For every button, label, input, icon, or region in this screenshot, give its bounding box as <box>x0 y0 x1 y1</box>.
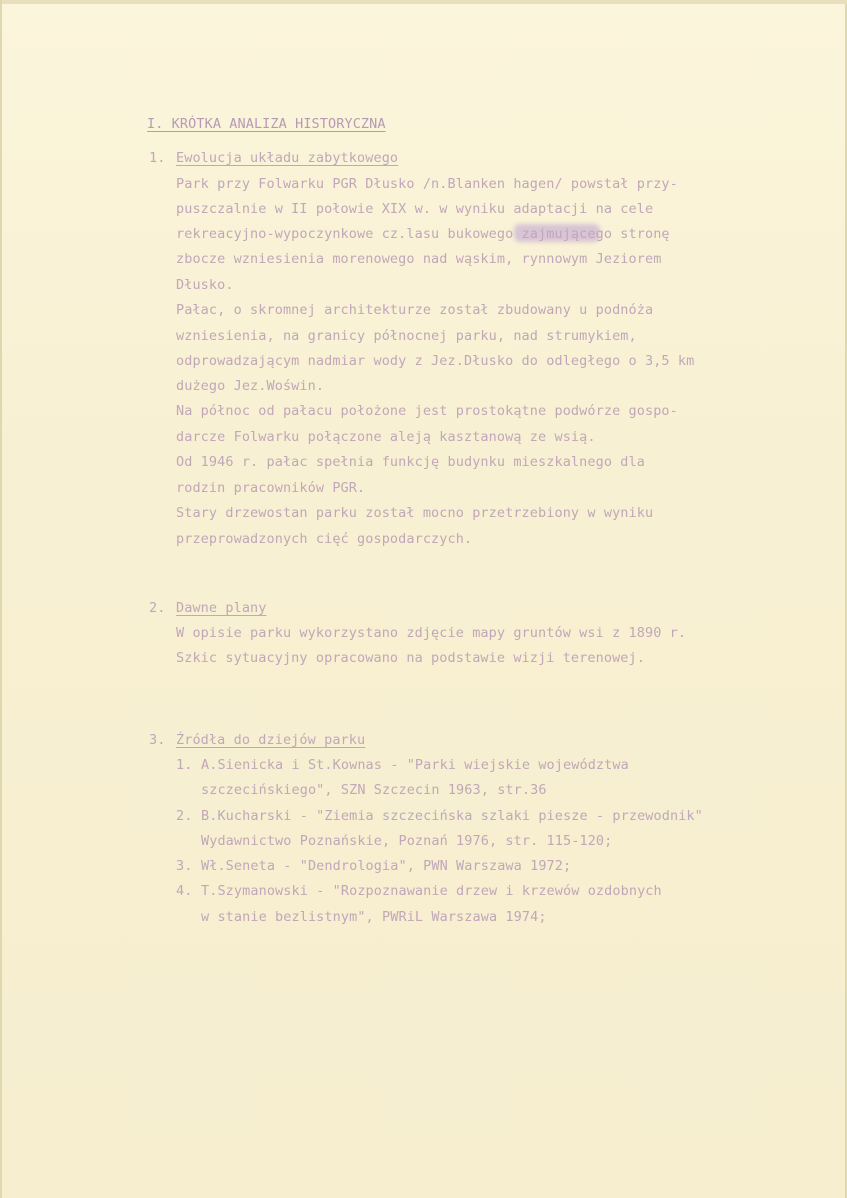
section-2-title: Dawne plany <box>176 600 267 616</box>
source-line: Wł.Seneta - "Dendrologia", PWN Warszawa 1972; <box>201 858 572 874</box>
section-1-line: darcze Folwarku połączone aleją kasztanową ze wsią. <box>176 429 596 445</box>
section-1-line: rekreacyjno-wypoczynkowe cz.lasu bukowego zajmującego stronę <box>176 226 670 242</box>
section-2-line: W opisie parku wykorzystano zdjęcie mapy gruntów wsi z 1890 r. <box>176 625 687 641</box>
section-2-line: Szkic sytuacyjny opracowano na podstawie wizji terenowej. <box>176 650 645 666</box>
section-1-title: Ewolucja układu zabytkowego <box>176 150 399 166</box>
source-line: B.Kucharski - "Ziemia szczecińska szlaki piesze - przewodnik" <box>201 808 703 824</box>
section-3-number: 3. <box>149 732 166 748</box>
section-1-line: Od 1946 r. pałac spełnia funkcję budynku mieszkalnego dla <box>176 454 645 470</box>
section-1-line: puszczalnie w II połowie XIX w. w wyniku adaptacji na cele <box>176 201 654 217</box>
paper-edge <box>2 0 847 4</box>
section-3-title: Źródła do dziejów parku <box>176 732 366 748</box>
section-1-line: Pałac, o skromnej architekturze został zbudowany u podnóża <box>176 302 654 318</box>
document-heading: I. KRÓTKA ANALIZA HISTORYCZNA <box>147 116 386 132</box>
section-1-line: dużego Jez.Woświn. <box>176 378 325 394</box>
source-line: szczecińskiego", SZN Szczecin 1963, str.36 <box>201 782 547 798</box>
source-number: 2. <box>176 808 193 824</box>
section-1-line: Stary drzewostan parku został mocno przetrzebiony w wyniku <box>176 505 654 521</box>
source-number: 4. <box>176 883 193 899</box>
section-1-number: 1. <box>149 150 166 166</box>
section-1-line: rodzin pracowników PGR. <box>176 480 366 496</box>
section-1-line: Dłusko. <box>176 277 234 293</box>
source-line: A.Sienicka i St.Kownas - "Parki wiejskie województwa <box>201 757 629 773</box>
section-1-line: zbocze wzniesienia morenowego nad wąskim, rynnowym Jeziorem <box>176 251 662 267</box>
section-1-line: przeprowadzonych cięć gospodarczych. <box>176 531 473 547</box>
source-line: w stanie bezlistnym", PWRiL Warszawa 1974; <box>201 909 547 925</box>
section-1-line: odprowadzającym nadmiar wody z Jez.Dłusko do odległego o 3,5 km <box>176 353 695 369</box>
section-2-number: 2. <box>149 600 166 616</box>
source-number: 1. <box>176 757 193 773</box>
section-1-line: Park przy Folwarku PGR Dłusko /n.Blanken hagen/ powstał przy- <box>176 176 678 192</box>
section-1-line: Na północ od pałacu położone jest prostokątne podwórze gospo- <box>176 403 678 419</box>
section-1-line: wzniesienia, na granicy północnej parku, nad strumykiem, <box>176 328 637 344</box>
source-line: Wydawnictwo Poznańskie, Poznań 1976, str. 115-120; <box>201 833 613 849</box>
source-line: T.Szymanowski - "Rozpoznawanie drzew i krzewów ozdobnych <box>201 883 662 899</box>
source-number: 3. <box>176 858 193 874</box>
